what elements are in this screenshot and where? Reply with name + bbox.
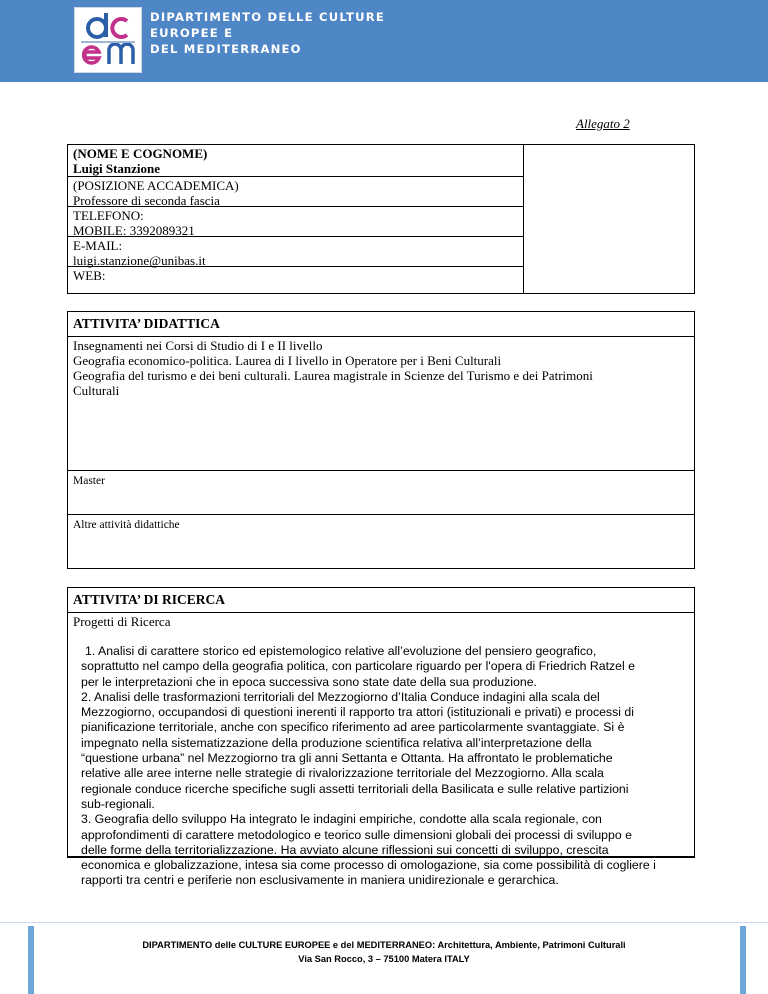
- teaching-section: [67, 311, 695, 569]
- research-section: [67, 587, 695, 888]
- research-line: Mezzogiorno, occupandosi di questioni inerenti il rapporto tra attori (istituzionali e privati) e processi di: [81, 705, 634, 720]
- department-name-line3: DEL MEDITERRANEO: [150, 42, 302, 56]
- department-name-line1: DIPARTIMENTO DELLE CULTURE: [150, 10, 385, 24]
- teaching-title: ATTIVITA’ DIDATTICA: [68, 312, 694, 337]
- email-cell: [68, 237, 523, 267]
- dcem-logo: [74, 7, 142, 73]
- position-cell: [68, 177, 523, 207]
- master-cell: [68, 471, 694, 515]
- footer-accent-left: [28, 926, 34, 994]
- department-name: [150, 9, 385, 57]
- research-line: delle forme della territorializzazione. Ha avviato alcune riflessioni sui concetti di sviluppo, crescita: [81, 842, 609, 857]
- course-item: Geografia del turismo e dei beni culturali. Laurea magistrale in Scienze del Turismo e dei Patrimoni: [73, 368, 593, 383]
- research-description: [81, 644, 693, 889]
- position-value: Professore di seconda fascia: [73, 193, 220, 208]
- research-line: rapporti tra centri e periferie non esclusivamente in maniera unidirezionale e gerarchica.: [81, 873, 559, 888]
- name-cell: [68, 145, 523, 177]
- research-line: regionale conduce ricerche specifiche sugli assetti territoriali della Basilicata e sulle relative partizioni: [81, 781, 629, 796]
- phone-label: TELEFONO:: [73, 208, 144, 223]
- research-line: relative alle aree interne nelle strategie di rivalorizzazione territoriale del Mezzogiorno. Alla scala: [81, 766, 604, 781]
- research-line: 3. Geografia dello sviluppo Ha integrato le indagini empiriche, condotte alla scala regionale, con: [81, 812, 602, 827]
- other-teaching-cell: [68, 515, 694, 568]
- position-label: (POSIZIONE ACCADEMICA): [73, 178, 239, 193]
- research-line: pianificazione territoriale, anche con specifico riferimento ad aree particolarmente svantaggiate. Si è: [81, 720, 625, 735]
- research-line: “questione urbana” nel Mezzogiorno tra gli anni Settanta e Ottanta. Ha affrontato le problematiche: [81, 751, 613, 766]
- footer: [60, 938, 708, 966]
- research-line: per le interpretazioni che in epoca successiva sono state date della sua produzione.: [81, 674, 537, 689]
- photo-placeholder: [524, 145, 694, 293]
- profile-details: [68, 145, 524, 293]
- footer-line1: DIPARTIMENTO delle CULTURE EUROPEE e del MEDITERRANEO: Architettura, Ambiente, Patrimoni Culturali: [142, 940, 626, 950]
- email-value[interactable]: luigi.stanzione@unibas.it: [73, 253, 206, 268]
- research-line: economica e globalizzazione, intesa sia come processo di omologazione, sia come possibilità di cogliere i: [81, 858, 656, 873]
- header-band: [0, 0, 768, 82]
- projects-label: Progetti di Ricerca: [73, 614, 171, 629]
- research-line: impegnato nella sistematizzazione della produzione scientifica relativa all’interpretazione della: [81, 735, 592, 750]
- course-item-continued: Culturali: [73, 383, 120, 398]
- mobile-value: MOBILE: 3392089321: [73, 223, 195, 238]
- attachment-label: Allegato 2: [576, 116, 630, 131]
- research-line: 2. Analisi delle trasformazioni territoriali del Mezzogiorno d’Italia Conduce indagini alla scala del: [81, 689, 600, 704]
- footer-address: Via San Rocco, 3 – 75100 Matera ITALY: [298, 954, 470, 964]
- research-line: approfondimenti di carattere metodologico e teorico sulle dimensioni globali dei processi di sviluppo e: [81, 827, 632, 842]
- footer-accent-right: [740, 926, 746, 994]
- research-title: ATTIVITA’ DI RICERCA: [68, 588, 694, 613]
- phone-cell: [68, 207, 523, 237]
- teaching-courses: [68, 337, 694, 471]
- research-line: 1. Analisi di carattere storico ed epistemologico relative all’evoluzione del pensiero geografico,: [85, 644, 597, 658]
- course-item: Geografia economico-politica. Laurea di I livello in Operatore per i Beni Culturali: [73, 353, 502, 368]
- research-line: sub-regionali.: [81, 796, 155, 811]
- courses-heading: Insegnamenti nei Corsi di Studio di I e II livello: [73, 338, 323, 353]
- name-label: (NOME E COGNOME): [73, 146, 208, 161]
- profile-table: [67, 144, 695, 294]
- name-value: Luigi Stanzione: [73, 161, 161, 176]
- research-line: soprattutto nel campo della geografia politica, con particolare riguardo per l'opera di Friedrich Ratzel e: [81, 659, 635, 674]
- master-label: Master: [73, 475, 105, 487]
- web-cell: [68, 267, 523, 293]
- other-teaching-label: Altre attività didattiche: [73, 519, 180, 531]
- department-name-line2: EUROPEE E: [150, 26, 234, 40]
- web-label: WEB:: [73, 268, 106, 283]
- email-label: E-MAIL:: [73, 238, 123, 253]
- footer-divider: [0, 922, 768, 923]
